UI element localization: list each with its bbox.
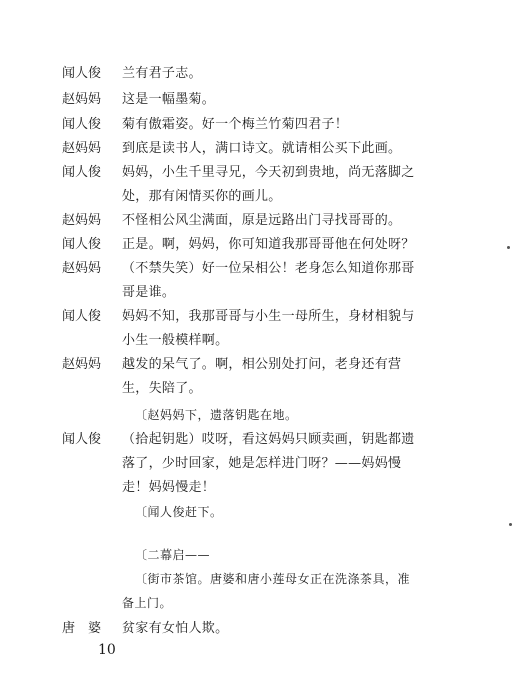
dialogue-text: 妈妈不知，我那哥哥与小生一母所生，身材相貌与 (122, 309, 415, 324)
dialogue-text: 哥是谁。 (122, 285, 176, 300)
dialogue-line (0, 353, 519, 377)
speaker-name: 闻人俊 (62, 66, 102, 81)
dialogue-text: （拾起钥匙）哎呀，看这妈妈只顾卖画，钥匙都遗 (122, 432, 415, 447)
speaker-name: 闻人俊 (62, 309, 102, 324)
speaker-name: 赵妈妈 (62, 213, 102, 228)
speaker-name: 赵妈妈 (62, 141, 102, 156)
dialogue-text: 正是。啊，妈妈，你可知道我那哥哥他在何处呀？ (122, 237, 415, 252)
dialogue-line (0, 185, 519, 209)
dialogue-line (0, 257, 519, 281)
dialogue-line (0, 233, 519, 257)
dialogue-text: 菊有傲霜姿。好一个梅兰竹菊四君子！ (122, 117, 349, 132)
speaker-name: 闻人俊 (62, 237, 102, 252)
dialogue-text: 越发的呆气了。啊，相公别处打问，老身还有营 (122, 357, 402, 372)
stage-direction (0, 403, 519, 427)
speaker-name: 闻人俊 (62, 165, 102, 180)
speaker-name: 赵妈妈 (62, 261, 102, 276)
dialogue-line (0, 62, 519, 86)
scan-speck (509, 523, 512, 526)
dialogue-line (0, 305, 519, 329)
scan-speck (507, 246, 510, 249)
stage-direction-text: 〔闻人俊赶下。 (135, 505, 223, 519)
dialogue-text: （不禁失笑）好一位呆相公！老身怎么知道你那哥 (122, 261, 415, 276)
dialogue-text: 生，失陪了。 (122, 381, 202, 396)
speaker-name: 唐 婆 (62, 621, 102, 636)
scene-description (0, 567, 519, 591)
scene-description-text: 〔街市茶馆。唐婆和唐小莲母女正在洗涤茶具，准 (135, 572, 411, 586)
dialogue-line (0, 377, 519, 401)
speaker-name: 赵妈妈 (62, 92, 102, 107)
stage-direction (0, 500, 519, 524)
dialogue-line (0, 329, 519, 353)
dialogue-text: 走！妈妈慢走！ (122, 480, 216, 495)
speaker-name: 赵妈妈 (62, 357, 102, 372)
dialogue-text: 落了，少时回家，她是怎样进门呀？——妈妈慢 (122, 456, 402, 471)
dialogue-line (0, 428, 519, 452)
dialogue-text: 小生一般模样啊。 (122, 333, 229, 348)
scene-heading (0, 543, 519, 567)
dialogue-text: 妈妈，小生千里寻兄，今天初到贵地，尚无落脚之 (122, 165, 415, 180)
dialogue-line (0, 452, 519, 476)
dialogue-line (0, 476, 519, 500)
dialogue-line (0, 88, 519, 112)
dialogue-line (0, 281, 519, 305)
dialogue-text: 不怪相公风尘满面，原是远路出门寻找哥哥的。 (122, 213, 402, 228)
scene-description-text: 备上门。 (122, 596, 173, 610)
page-number: 10 (98, 642, 116, 658)
dialogue-text: 到底是读书人，满口诗文。就请相公买下此画。 (122, 141, 402, 156)
dialogue-text: 贫家有女怕人欺。 (122, 621, 229, 636)
dialogue-line (0, 137, 519, 161)
scene-description (0, 591, 519, 615)
dialogue-text: 这是一幅墨菊。 (122, 92, 216, 107)
scene-heading-text: 〔二幕启—— (135, 548, 211, 562)
dialogue-text: 处，那有闲情买你的画儿。 (122, 189, 282, 204)
dialogue-line (0, 113, 519, 137)
stage-direction-text: 〔赵妈妈下，遗落钥匙在地。 (135, 408, 298, 422)
dialogue-line (0, 161, 519, 185)
speaker-name: 闻人俊 (62, 117, 102, 132)
speaker-name: 闻人俊 (62, 432, 102, 447)
dialogue-line (0, 209, 519, 233)
dialogue-line (0, 617, 519, 641)
dialogue-text: 兰有君子志。 (122, 66, 202, 81)
